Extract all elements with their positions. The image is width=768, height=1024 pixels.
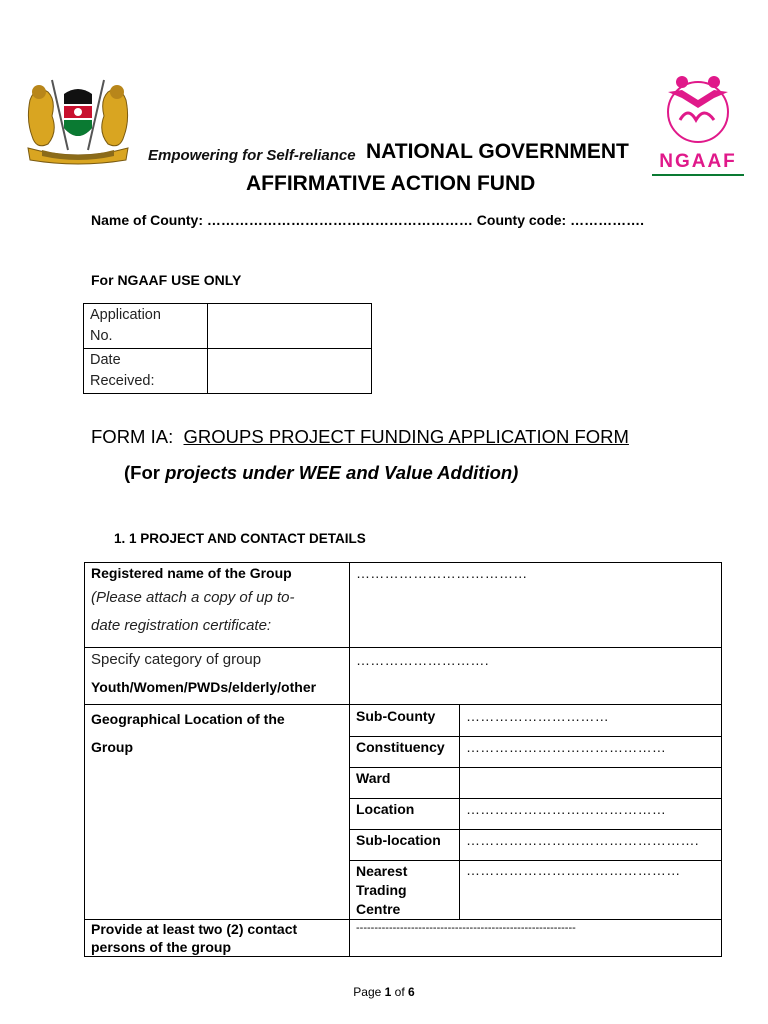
sub-location-label: Sub-location [350, 830, 460, 861]
sub-county-field[interactable]: ………………………… [460, 705, 722, 737]
nearest-trading-centre-label: Nearest Trading Centre [350, 861, 460, 920]
ngaaf-use-heading: For NGAAF USE ONLY [91, 272, 242, 288]
page-title-line1: NATIONAL GOVERNMENT [366, 140, 629, 163]
sub-location-field[interactable]: …………………………………………. [460, 830, 722, 861]
county-code-field[interactable]: ……………. [570, 212, 645, 228]
date-received-field[interactable] [208, 349, 372, 394]
contacts-label: Provide at least two (2) contact persons of the group [85, 920, 350, 957]
form-label: FORM IA: [91, 426, 174, 447]
registered-name-label: Registered name of the Group (Please attach a copy of up to- date registration certificate: [85, 563, 350, 648]
nearest-trading-centre-field[interactable]: ……………………………………… [460, 861, 722, 920]
application-no-label: Application No. [84, 304, 208, 349]
ngaaf-logo [652, 70, 744, 170]
category-label: Specify category of group Youth/Women/PWDs/elderly/other [85, 648, 350, 705]
ngaaf-emblem-icon [652, 70, 744, 148]
date-received-label: Date Received: [84, 349, 208, 394]
location-field[interactable]: …………………………………… [460, 799, 722, 830]
registered-name-field[interactable]: ……………………………… [350, 563, 722, 648]
ward-label: Ward [350, 768, 460, 799]
page-title-line2: AFFIRMATIVE ACTION FUND [246, 172, 536, 195]
table-row [84, 349, 372, 394]
form-title [91, 426, 629, 448]
table-row [85, 563, 722, 648]
county-name-label: Name of County: [91, 212, 203, 228]
constituency-field[interactable]: …………………………………… [460, 737, 722, 768]
ngaaf-use-table [83, 303, 372, 394]
county-code-label: County code: [476, 212, 567, 228]
ward-field[interactable] [460, 768, 722, 799]
geo-location-label: Geographical Location of the Group [85, 705, 350, 920]
table-row [85, 920, 722, 957]
ngaaf-logo-text: NGAAF [659, 151, 737, 172]
location-label: Location [350, 799, 460, 830]
sub-county-label: Sub-County [350, 705, 460, 737]
county-name-field[interactable]: ………………………………………………… [206, 212, 473, 228]
form-name: GROUPS PROJECT FUNDING APPLICATION FORM [183, 426, 629, 447]
table-row [85, 648, 722, 705]
project-contact-table [84, 562, 722, 957]
contacts-field[interactable]: ------------------------------------------------------------ [350, 920, 722, 957]
tagline: Empowering for Self-reliance [148, 147, 356, 164]
page-footer: Page 1 of 6 [353, 985, 415, 999]
table-row [84, 304, 372, 349]
category-field[interactable]: ………………………. [350, 648, 722, 705]
form-subtitle: (For projects under WEE and Value Addition) [124, 462, 519, 483]
form-subtitle-italic: projects under WEE and Value Addition) [165, 462, 519, 483]
table-row [85, 705, 722, 737]
kenya-coat-of-arms-icon [22, 70, 134, 168]
constituency-label: Constituency [350, 737, 460, 768]
county-line [91, 212, 644, 228]
application-no-field[interactable] [208, 304, 372, 349]
section-heading: 1. 1 PROJECT AND CONTACT DETAILS [114, 531, 366, 546]
